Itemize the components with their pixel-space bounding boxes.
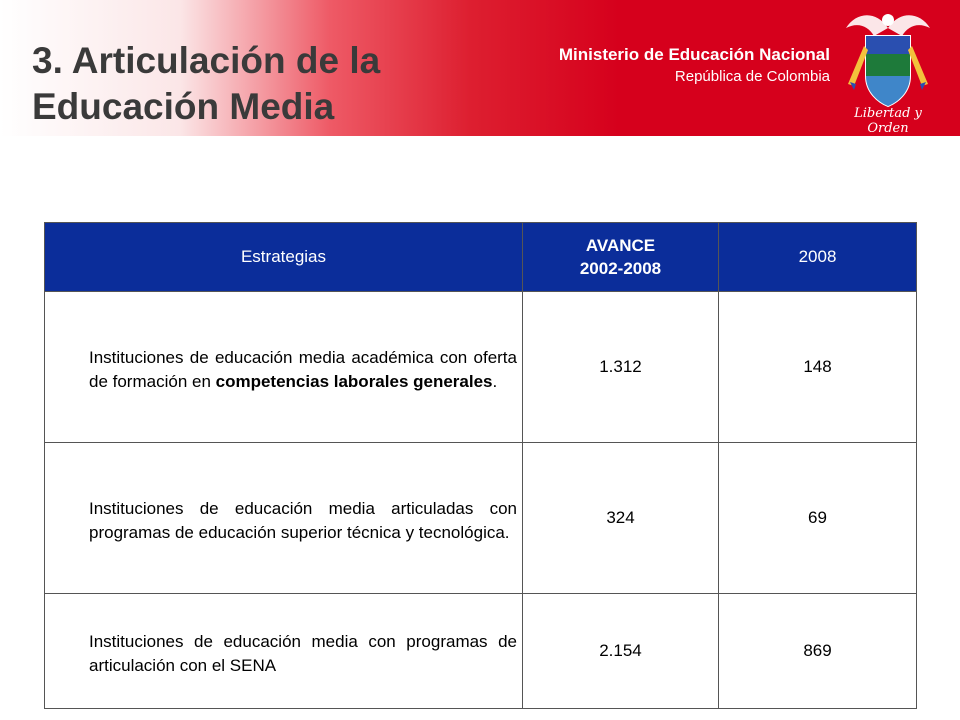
row-year-value: 869	[719, 594, 917, 709]
header-avance-line2: 2002-2008	[579, 259, 662, 278]
row-avance-value: 324	[523, 443, 719, 594]
row-text-part: Instituciones de educación media con programas de articulación con el SENA	[89, 632, 517, 675]
table-header-row	[45, 223, 917, 292]
row-text-part: Instituciones de educación media articuladas con programas de educación superior técnica y tecnológica.	[89, 499, 517, 542]
header-year: 2008	[719, 223, 917, 292]
row-strategy-text	[45, 292, 523, 443]
page-title-line1: 3. Articulación de la	[32, 40, 381, 81]
page-title-line2: Educación Media	[32, 86, 335, 127]
row-text-bold: competencias laborales generales	[215, 372, 493, 391]
ministry-name: Ministerio de Educación Nacional	[558, 45, 830, 64]
row-strategy-text	[45, 594, 523, 709]
ministry-block	[559, 44, 830, 88]
row-text-part: .	[492, 372, 498, 391]
header-avance-line1: AVANCE	[585, 236, 656, 255]
page-title	[32, 38, 380, 130]
table-row	[45, 594, 917, 709]
table-row	[45, 443, 917, 594]
row-year-value: 69	[719, 443, 917, 594]
row-avance-value: 1.312	[523, 292, 719, 443]
row-avance-value: 2.154	[523, 594, 719, 709]
motto-ribbon: Libertad y Orden	[854, 106, 922, 136]
table-row	[45, 292, 917, 443]
row-year-value: 148	[719, 292, 917, 443]
strategies-table	[44, 222, 917, 709]
ministry-subtitle: República de Colombia	[674, 68, 830, 85]
row-text-part: Instituciones de educación media académica con oferta de formación en	[89, 348, 517, 391]
header-avance	[523, 223, 719, 292]
header-banner	[0, 0, 960, 136]
header-strategies: Estrategias	[45, 223, 523, 292]
row-strategy-text	[45, 443, 523, 594]
